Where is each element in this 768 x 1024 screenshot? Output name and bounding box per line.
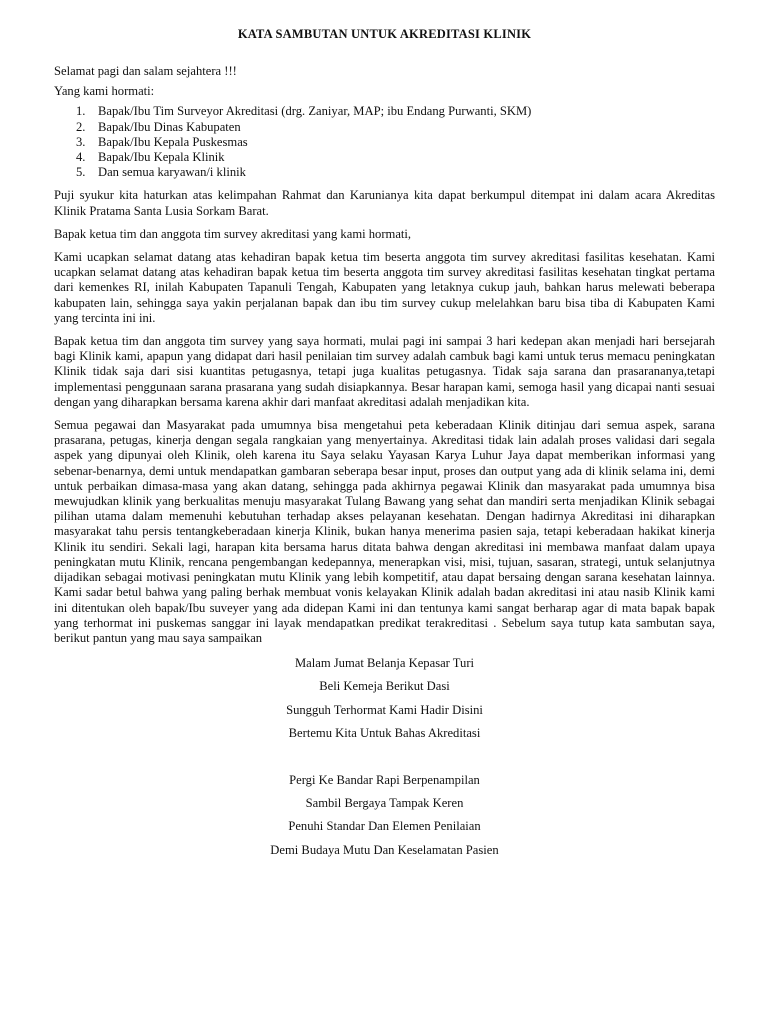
list-item: 2. Bapak/Ibu Dinas Kabupaten	[76, 119, 241, 134]
pantun-line: Bertemu Kita Untuk Bahas Akreditasi	[288, 725, 481, 740]
paragraph-welcome: Kami ucapkan selamat datang atas kehadiran bapak ketua tim beserta anggota tim survey akreditasi fasilitas kesehatan. Kami ucapkan selamat datang atas kehadiran bapak ketua tim beserta anggota tim survey akreditasi fasilitas kesehatan tingkat pertama dari kemenkes RI, inilah Kabupaten Tapanuli Tengah, Kabupaten yang letaknya cukup jauh, bahkan harus melewati beberapa kabupaten lain, sehingga saya yakin perjalanan bapak dan ibu tim survey cukup melelahkan baru bisa tiba di Kabupaten Kami yang tercinta ini ini.	[54, 250, 715, 325]
pantun-block	[54, 656, 715, 858]
respected-intro: Yang kami hormati:	[54, 84, 155, 99]
attendee-list	[54, 104, 715, 180]
paragraph-accreditation: Semua pegawai dan Masyarakat pada umumnya bisa mengetahui peta keberadaan Klinik ditinjau dari semua aspek, sarana prasarana, petugas, kinerja dengan segala rangkaian yang menyertainya. Akreditasi tidak lain adalah proses validasi dari segala aspek yang dipunyai oleh Klinik, oleh karena itu Saya selaku Yayasan Karya Luhur Jaya dapat memberikan informasi yang sebenar-benarnya, demi untuk mendapatkan gambaran seberapa besar input, proses dan output yang ada di klinik selama ini, demi untuk perbaikan dimasa-masa yang akan datang, sehingga pada akhirnya pegawai Klinik dan masyarakat pada umumnya bisa mewujudkan klinik yang berkualitas menuju masyarakat Tulang Bawang yang sehat dan mandiri serta menjadikan Klinik sebagai pilihan utama dalam memenuhi kebutuhan terhadap akses pelayanan kesehatan. Dengan hadirnya Akreditasi ini diharapkan masyarakat tahu persis tentangkeberadaan kinerja Klinik, bukan hanya menerima pasien saja, tetapi keberadaan hakikat kinerja Klinik itu sendiri. Sekali lagi, harapan kita bersama harus ditata bahwa dengan akreditasi ini membawa manfaat dalam upaya peningkatan mutu Klinik, rencana pengembangan kedepannya, menerapkan visi, misi, tujuan, sasaran, strategi, untuk selanjutnya dijadikan sebagai motivasi peningkatan mutu Klinik yang lebih kompetitif, atau dapat bersaing dengan sarana kesehatan lainnya. Kami sadar betul bahwa yang paling berhak membuat vonis kelayakan Klinik adalah badan akreditasi ini atau nasib Klinik kami ini ditentukan oleh bapak/Ibu suveyer yang ada didepan Kami ini dan tentunya kami sangat berharap agar di mata bapak bapak yang terhormat ini puskemas sanggar ini layak mendapatkan predikat terakreditasi . Sebelum saya tutup kata sambutan saya, berikut pantun yang mau saya sampaikan	[54, 418, 715, 645]
document-title: KATA SAMBUTAN UNTUK AKREDITASI KLINIK	[237, 27, 532, 41]
list-item: 1. Bapak/Ibu Tim Surveyor Akreditasi (drg. Zaniyar, MAP; ibu Endang Purwanti, SKM)	[76, 104, 532, 119]
paragraph-address: Bapak ketua tim dan anggota tim survey akreditasi yang kami hormati,	[54, 226, 412, 241]
list-item: 4. Bapak/Ibu Kepala Klinik	[76, 150, 225, 165]
list-item: 3. Bapak/Ibu Kepala Puskesmas	[76, 134, 248, 149]
pantun-line: Sambil Bergaya Tampak Keren	[305, 796, 464, 811]
pantun-line: Beli Kemeja Berikut Dasi	[319, 679, 450, 694]
pantun-line: Malam Jumat Belanja Kepasar Turi	[294, 656, 475, 671]
pantun-line: Penuhi Standar Dan Elemen Penilaian	[288, 819, 481, 834]
paragraph-gratitude: Puji syukur kita haturkan atas kelimpahan Rahmat dan Karunianya kita dapat berkumpul ditempat ini dalam acara Akreditas Klinik Pratama Santa Lusia Sorkam Barat.	[54, 188, 715, 218]
pantun-line: Pergi Ke Bandar Rapi Berpenampilan	[289, 772, 480, 787]
pantun-line: Demi Budaya Mutu Dan Keselamatan Pasien	[270, 842, 499, 857]
paragraph-hopes: Bapak ketua tim dan anggota tim survey yang saya hormati, mulai pagi ini sampai 3 hari kedepan akan menjadi hari bersejarah bagi Klinik kami, apapun yang didapat dari hasil penilaian tim survey adalah cambuk bagi kami untuk terus memacu peningkatan Klinik tidak saja dari sisi kuantitas petugasnya, tetapi juga kualitas petugasnya. Tidak saja sarana dan prasarananya,tetapi implementasi penggunaan sarana prasarana yang sudah disiapkannya. Besar harapan kami, semoga hasil yang dicapai nanti sesuai dengan yang diharapkan bersama karena akhir dari manfaat akreditasi adalah menjadikan kita.	[54, 334, 715, 409]
pantun-line: Sungguh Terhormat Kami Hadir Disini	[286, 702, 483, 717]
list-item: 5. Dan semua karyawan/i klinik	[76, 165, 246, 180]
greeting: Selamat pagi dan salam sejahtera !!!	[54, 64, 237, 78]
